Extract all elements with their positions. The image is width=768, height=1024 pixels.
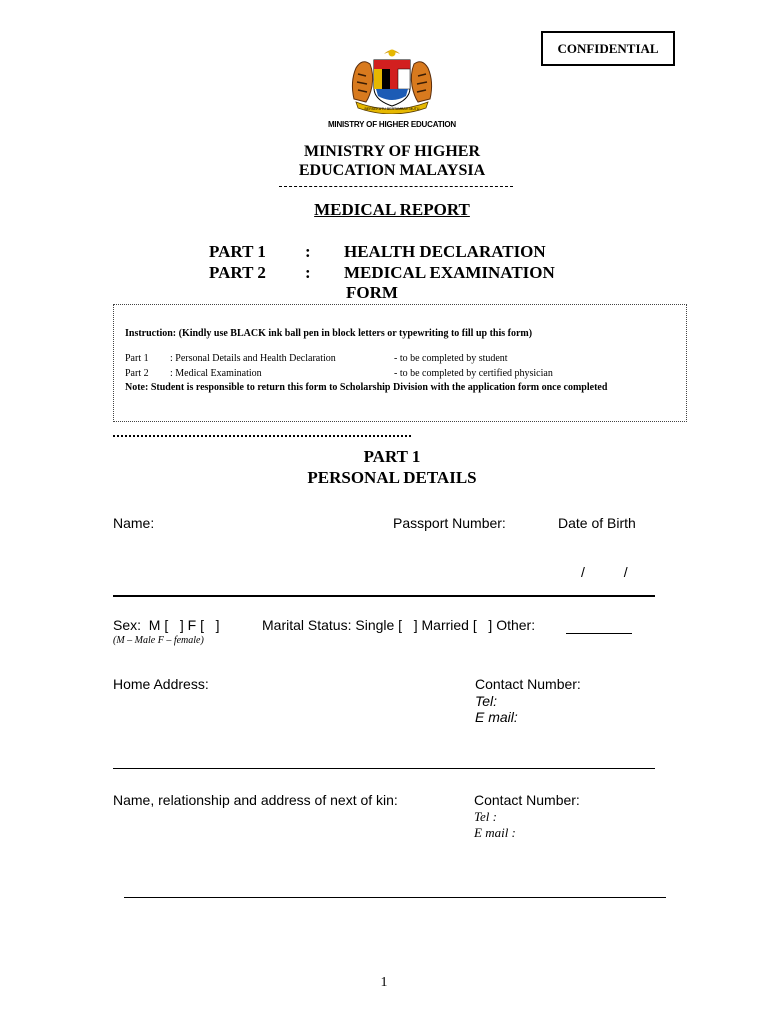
name-label: Name:: [113, 515, 155, 531]
dob-slashes: / /: [581, 564, 628, 580]
kin-tel-label: Tel :: [474, 809, 497, 824]
next-of-kin-line[interactable]: [124, 897, 666, 898]
section-title: PERSONAL DETAILS: [307, 468, 477, 487]
instruction-part2-desc: : Medical Examination: [170, 368, 262, 379]
part2-separator: :: [305, 263, 311, 282]
report-title: MEDICAL REPORT: [314, 200, 470, 219]
kin-email-label: E mail :: [474, 825, 516, 840]
svg-text:BERSEKUTU BERTAMBAH MUTU: BERSEKUTU BERTAMBAH MUTU: [364, 107, 420, 111]
instruction-text: Instruction: (Kindly use BLACK ink ball pen in block letters or typewriting to fill up this form): [125, 328, 533, 339]
part2-label: PART 2: [209, 263, 266, 282]
contact-number-label: Contact Number:: [475, 676, 581, 692]
page-number: 1: [380, 975, 388, 990]
ministry-title-line1: MINISTRY OF HIGHER: [303, 143, 481, 160]
section-part-number: PART 1: [363, 447, 421, 466]
instruction-note: Note: Student is responsible to return this form to Scholarship Division with the application form once completed: [125, 382, 608, 393]
email-label: E mail:: [475, 709, 518, 725]
part1-label: PART 1: [209, 242, 266, 261]
instruction-part1-desc: : Personal Details and Health Declaration: [170, 353, 336, 364]
crest-caption: MINISTRY OF HIGHER EDUCATION: [327, 120, 457, 129]
dashed-divider: [279, 186, 513, 187]
part2-title: MEDICAL EXAMINATION: [344, 263, 555, 282]
instruction-part1-label: Part 1: [125, 353, 149, 364]
home-address-line[interactable]: [113, 768, 655, 769]
sex-field[interactable]: Sex: M [ ] F [ ]: [113, 617, 220, 633]
instruction-part2-who: - to be completed by certified physician: [394, 368, 553, 379]
passport-label: Passport Number:: [393, 515, 506, 531]
instruction-part1-who: - to be completed by student: [394, 353, 508, 364]
instruction-part2-label: Part 2: [125, 368, 149, 379]
part2-title-continued: FORM: [346, 283, 398, 302]
part1-separator: :: [305, 242, 311, 261]
marital-status-field[interactable]: Marital Status: Single [ ] Married [ ] Other:: [262, 617, 536, 633]
sex-legend-note: (M – Male F – female): [113, 635, 204, 646]
confidential-label: CONFIDENTIAL: [541, 31, 675, 66]
name-entry-line[interactable]: [113, 595, 655, 597]
tel-label: Tel:: [475, 693, 498, 709]
part1-title: HEALTH DECLARATION: [344, 242, 546, 261]
coat-of-arms-logo: [346, 44, 438, 114]
home-address-label: Home Address:: [113, 676, 209, 692]
next-of-kin-label: Name, relationship and address of next of kin:: [113, 792, 398, 808]
dob-label: Date of Birth: [558, 515, 636, 531]
dotted-divider: [113, 435, 411, 437]
marital-other-line[interactable]: [566, 633, 632, 634]
kin-contact-number-label: Contact Number:: [474, 792, 580, 808]
ministry-title-line2: EDUCATION MALAYSIA: [298, 162, 486, 179]
